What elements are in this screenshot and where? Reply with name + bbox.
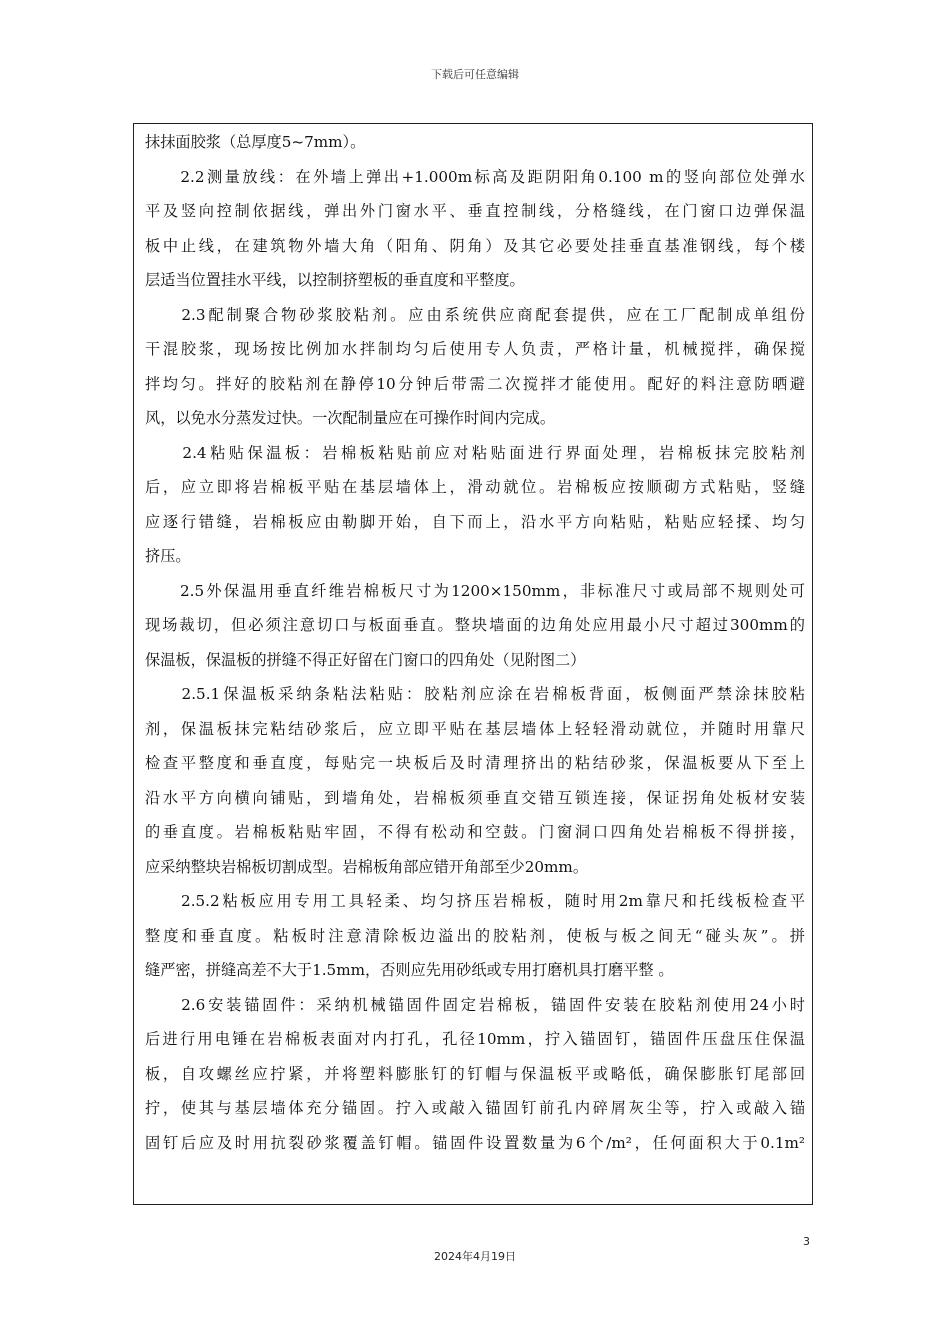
- text-line: 风，以免水分蒸发过快。一次配制量应在可操作时间内完成。: [145, 409, 556, 427]
- page-number: 3: [803, 1235, 810, 1248]
- text-line: 挤压。: [145, 547, 191, 565]
- text-line: 2.5.2粘板应用专用工具轻柔、均匀挤压岩棉板，随时用2m靠尺和托线板检查平: [145, 892, 805, 910]
- text-line: 2.3配制聚合物砂浆胶粘剂。应由系统供应商配套提供，应在工厂配制成单组份: [145, 306, 805, 324]
- text-line: 2.2测量放线：在外墙上弹出+1.000m标高及距阴阳角0.100 m的竖向部位处弹水: [145, 168, 805, 186]
- text-line: 2.5.1保温板采纳条粘法粘贴：胶粘剂应涂在岩棉板背面，板侧面严禁涂抹胶粘: [145, 685, 805, 703]
- text-line: 后进行用电锤在岩棉板表面对内打孔，孔径10mm，拧入锚固钉，锚固件压盘压住保温: [145, 1030, 805, 1048]
- header-note: 下载后可任意编辑: [431, 68, 519, 81]
- text-line: 整度和垂直度。粘板时注意清除板边溢出的胶粘剂，使板与板之间无“碰头灰”。拼: [145, 927, 805, 945]
- text-line: 2.5外保温用垂直纤维岩棉板尺寸为1200×150mm，非标准尺寸或局部不规则处可: [145, 582, 805, 600]
- text-line: 固钉后应及时用抗裂砂浆覆盖钉帽。锚固件设置数量为6个/m²，任何面积大于0.1m²: [145, 1134, 805, 1152]
- text-line: 沿水平方向横向铺贴，到墙角处，岩棉板须垂直交错互锁连接，保证拐角处板材安装: [145, 789, 805, 807]
- text-line: 抹抹面胶浆（总厚度5~7mm）。: [145, 133, 366, 151]
- text-line: 应采纳整块岩棉板切割成型。岩棉板角部应错开角部至少20mm。: [145, 858, 589, 876]
- text-line: 2.6安装锚固件：采纳机械锚固件固定岩棉板，锚固件安装在胶粘剂使用24小时: [145, 996, 805, 1014]
- text-line: 剂，保温板抹完粘结砂浆后，应立即平贴在基层墙体上轻轻滑动就位，并随时用靠尺: [145, 720, 805, 738]
- text-line: 后，应立即将岩棉板平贴在基层墙体上，滑动就位。岩棉板应按顺砌方式粘贴，竖缝: [145, 478, 805, 496]
- text-line: 2.4粘贴保温板：岩棉板粘贴前应对粘贴面进行界面处理，岩棉板抹完胶粘剂: [145, 444, 805, 462]
- text-line: 的垂直度。岩棉板粘贴牢固，不得有松动和空鼓。门窗洞口四角处岩棉板不得拼接，: [145, 823, 805, 841]
- text-line: 应逐行错缝，岩棉板应由勒脚开始，自下而上，沿水平方向粘贴，粘贴应轻揉、均匀: [145, 513, 805, 531]
- text-line: 检查平整度和垂直度，每贴完一块板后及时清理挤出的粘结砂浆，保温板要从下至上: [145, 754, 805, 772]
- footer-date: 2024年4月19日: [434, 1250, 516, 1263]
- text-line: 保温板，保温板的拼缝不得正好留在门窗口的四角处（见附图二）: [145, 651, 586, 669]
- text-line: 缝严密，拼缝高差不大于1.5mm，否则应先用砂纸或专用打磨机具打磨平整 。: [145, 961, 674, 979]
- text-line: 干混胶浆，现场按比例加水拌制均匀后使用专人负责，严格计量，机械搅拌，确保搅: [145, 340, 805, 358]
- text-line: 拌均匀。拌好的胶粘剂在静停10分钟后带需二次搅拌才能使用。配好的料注意防晒避: [145, 375, 805, 393]
- text-line: 层适当位置挂水平线，以控制挤塑板的垂直度和平整度。: [145, 271, 525, 289]
- text-line: 板，自攻螺丝应拧紧，并将塑料膨胀钉的钉帽与保温板平或略低，确保膨胀钉尾部回: [145, 1065, 805, 1083]
- content-box: [133, 123, 813, 1205]
- text-line: 现场裁切，但必须注意切口与板面垂直。整块墙面的边角处应用最小尺寸超过300mm的: [145, 616, 805, 634]
- text-line: 拧，使其与基层墙体充分锚固。拧入或敲入锚固钉前孔内碎屑灰尘等，拧入或敲入锚: [145, 1099, 805, 1117]
- text-line: 板中止线，在建筑物外墙大角（阳角、阴角）及其它必要处挂垂直基准钢线，每个楼: [145, 237, 805, 255]
- text-line: 平及竖向控制依据线，弹出外门窗水平、垂直控制线，分格缝线，在门窗口边弹保温: [145, 202, 805, 220]
